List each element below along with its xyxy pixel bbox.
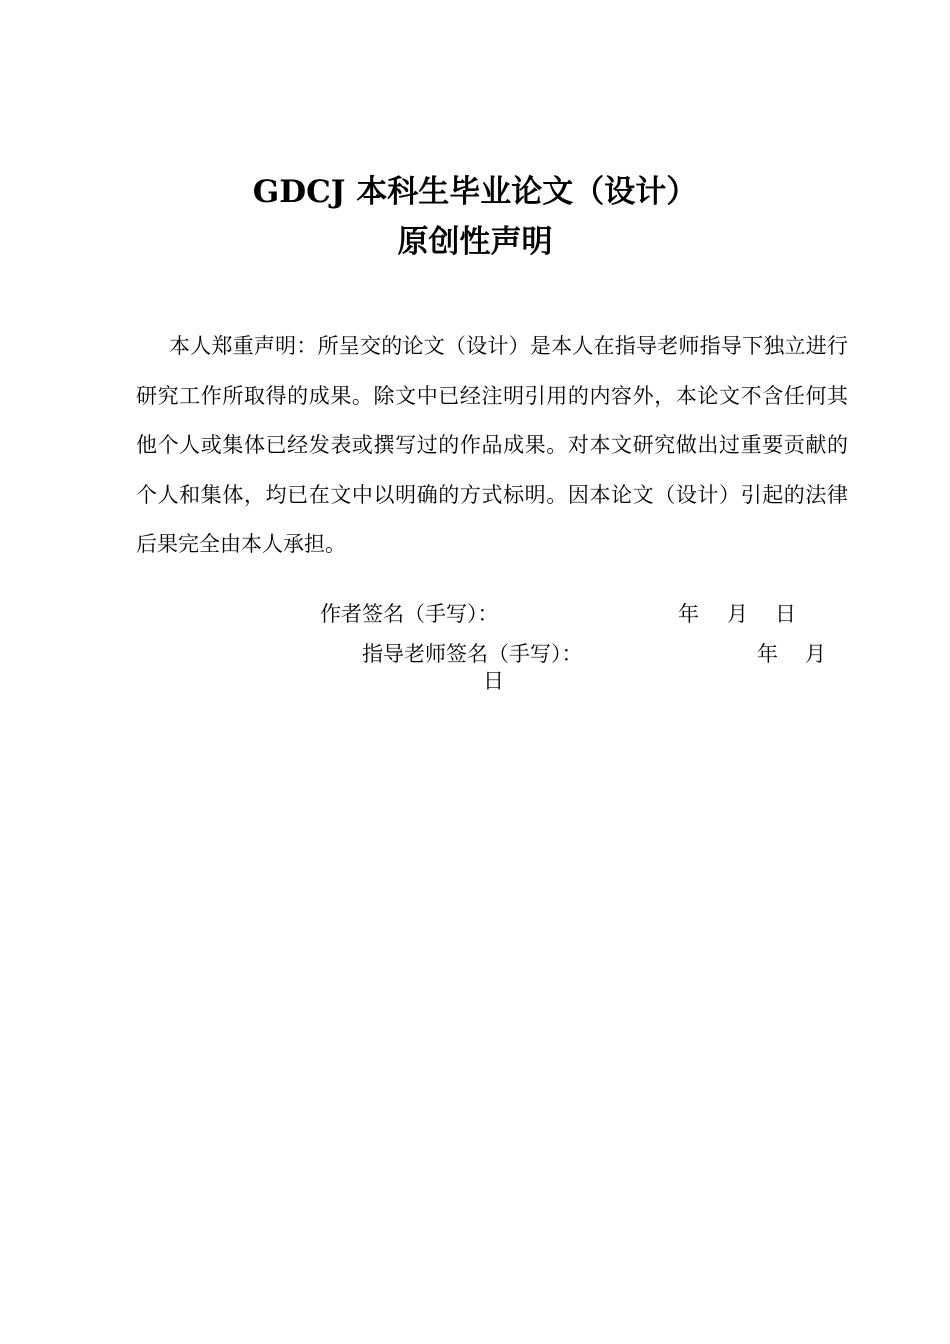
document-subtitle: 原创性声明 — [397, 224, 553, 260]
advisor-signature-day-label: 日 — [483, 669, 504, 693]
author-signature-day-label: 日 — [775, 602, 796, 626]
document-title: GDCJ 本科生毕业论文（设计） — [252, 174, 698, 210]
author-signature-month-label: 月 — [727, 602, 748, 626]
advisor-signature-year-label: 年 — [757, 642, 778, 666]
author-signature-label: 作者签名（手写）： — [320, 602, 499, 626]
originality-statement: 本人郑重声明：所呈交的论文（设计）是本人在指导老师指导下独立进行研究工作所取得的成果。除文中已经注明引用的内容外，本论文不含任何其他个人或集体已经发表或撰写过的作品成果。对本文研究做出过重要贡献的个人和集体，均已在文中以明确的方式标明。因本论文（设计）引起的法律后果完全由本人承担。 — [136, 334, 848, 556]
advisor-signature-month-label: 月 — [805, 642, 826, 666]
author-signature-year-label: 年 — [678, 602, 699, 626]
advisor-signature-label: 指导老师签名（手写）： — [362, 642, 583, 666]
